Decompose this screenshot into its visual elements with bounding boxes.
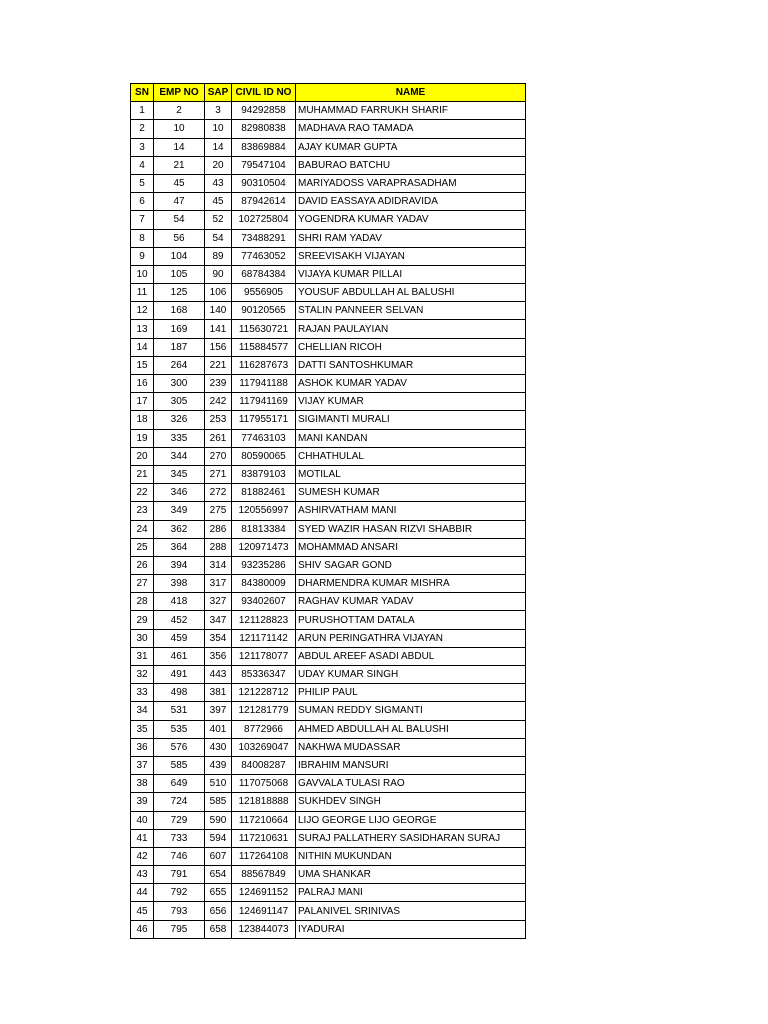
table-row: [131, 284, 526, 302]
table-row: [131, 320, 526, 338]
civil-id-cell: 93402607: [232, 593, 296, 611]
civil-id-cell: 83869884: [232, 138, 296, 156]
sap-cell: 14: [205, 138, 232, 156]
emp-no-cell: 491: [154, 666, 205, 684]
sap-cell: 54: [205, 229, 232, 247]
sap-cell: 356: [205, 647, 232, 665]
name-cell: LIJO GEORGE LIJO GEORGE: [296, 811, 526, 829]
column-header-civil-id-no: CIVIL ID NO: [232, 84, 296, 102]
table-row: [131, 666, 526, 684]
table-row: [131, 138, 526, 156]
sap-cell: 510: [205, 775, 232, 793]
emp-no-cell: 461: [154, 647, 205, 665]
emp-no-cell: 54: [154, 211, 205, 229]
table-row: [131, 611, 526, 629]
table-row: [131, 866, 526, 884]
sn-cell: 40: [131, 811, 154, 829]
emp-no-cell: 793: [154, 902, 205, 920]
civil-id-cell: 90120565: [232, 302, 296, 320]
table-row: [131, 502, 526, 520]
emp-no-cell: 345: [154, 465, 205, 483]
sn-cell: 36: [131, 738, 154, 756]
name-cell: SUMESH KUMAR: [296, 484, 526, 502]
civil-id-cell: 121281779: [232, 702, 296, 720]
name-cell: STALIN PANNEER SELVAN: [296, 302, 526, 320]
civil-id-cell: 87942614: [232, 193, 296, 211]
name-cell: SIGIMANTI MURALI: [296, 411, 526, 429]
emp-no-cell: 125: [154, 284, 205, 302]
sn-cell: 3: [131, 138, 154, 156]
emp-no-cell: 498: [154, 684, 205, 702]
name-cell: PALRAJ MANI: [296, 884, 526, 902]
name-cell: PHILIP PAUL: [296, 684, 526, 702]
table-row: [131, 174, 526, 192]
sap-cell: 106: [205, 284, 232, 302]
header-row: [131, 84, 526, 102]
table-row: [131, 411, 526, 429]
civil-id-cell: 120556997: [232, 502, 296, 520]
sn-cell: 2: [131, 120, 154, 138]
emp-no-cell: 535: [154, 720, 205, 738]
civil-id-cell: 84380009: [232, 575, 296, 593]
table-row: [131, 629, 526, 647]
sn-cell: 37: [131, 756, 154, 774]
emp-no-cell: 649: [154, 775, 205, 793]
table-row: [131, 229, 526, 247]
sap-cell: 270: [205, 447, 232, 465]
sn-cell: 7: [131, 211, 154, 229]
table-row: [131, 738, 526, 756]
sn-cell: 46: [131, 920, 154, 938]
sap-cell: 89: [205, 247, 232, 265]
sn-cell: 34: [131, 702, 154, 720]
civil-id-cell: 121228712: [232, 684, 296, 702]
civil-id-cell: 124691147: [232, 902, 296, 920]
table-row: [131, 829, 526, 847]
sap-cell: 288: [205, 538, 232, 556]
name-cell: RAGHAV KUMAR YADAV: [296, 593, 526, 611]
name-cell: ABDUL AREEF ASADI ABDUL: [296, 647, 526, 665]
name-cell: CHHATHULAL: [296, 447, 526, 465]
sn-cell: 18: [131, 411, 154, 429]
sap-cell: 655: [205, 884, 232, 902]
sn-cell: 41: [131, 829, 154, 847]
sap-cell: 272: [205, 484, 232, 502]
name-cell: MADHAVA RAO TAMADA: [296, 120, 526, 138]
table-row: [131, 884, 526, 902]
name-cell: AJAY KUMAR GUPTA: [296, 138, 526, 156]
sn-cell: 13: [131, 320, 154, 338]
table-row: [131, 156, 526, 174]
name-cell: SHIV SAGAR GOND: [296, 556, 526, 574]
name-cell: NITHIN MUKUNDAN: [296, 847, 526, 865]
table-row: [131, 647, 526, 665]
sap-cell: 20: [205, 156, 232, 174]
emp-no-cell: 364: [154, 538, 205, 556]
name-cell: IYADURAI: [296, 920, 526, 938]
civil-id-cell: 121171142: [232, 629, 296, 647]
emp-no-cell: 398: [154, 575, 205, 593]
table-row: [131, 720, 526, 738]
name-cell: MARIYADOSS VARAPRASADHAM: [296, 174, 526, 192]
emp-no-cell: 531: [154, 702, 205, 720]
civil-id-cell: 120971473: [232, 538, 296, 556]
table-row: [131, 520, 526, 538]
name-cell: DHARMENDRA KUMAR MISHRA: [296, 575, 526, 593]
civil-id-cell: 124691152: [232, 884, 296, 902]
sn-cell: 15: [131, 356, 154, 374]
name-cell: NAKHWA MUDASSAR: [296, 738, 526, 756]
sap-cell: 607: [205, 847, 232, 865]
civil-id-cell: 115884577: [232, 338, 296, 356]
sap-cell: 317: [205, 575, 232, 593]
sn-cell: 19: [131, 429, 154, 447]
name-cell: MOTILAL: [296, 465, 526, 483]
column-header-sap: SAP: [205, 84, 232, 102]
emp-no-cell: 264: [154, 356, 205, 374]
emp-no-cell: 14: [154, 138, 205, 156]
name-cell: MANI KANDAN: [296, 429, 526, 447]
civil-id-cell: 121178077: [232, 647, 296, 665]
sn-cell: 30: [131, 629, 154, 647]
sap-cell: 156: [205, 338, 232, 356]
name-cell: SUKHDEV SINGH: [296, 793, 526, 811]
civil-id-cell: 117075068: [232, 775, 296, 793]
sap-cell: 10: [205, 120, 232, 138]
emp-no-cell: 45: [154, 174, 205, 192]
sap-cell: 140: [205, 302, 232, 320]
emp-no-cell: 585: [154, 756, 205, 774]
name-cell: CHELLIAN RICOH: [296, 338, 526, 356]
sap-cell: 439: [205, 756, 232, 774]
table-row: [131, 756, 526, 774]
name-cell: SREEVISAKH VIJAYAN: [296, 247, 526, 265]
sap-cell: 347: [205, 611, 232, 629]
sap-cell: 314: [205, 556, 232, 574]
emp-no-cell: 56: [154, 229, 205, 247]
emp-no-cell: 746: [154, 847, 205, 865]
sn-cell: 39: [131, 793, 154, 811]
sap-cell: 397: [205, 702, 232, 720]
emp-no-cell: 300: [154, 375, 205, 393]
emp-no-cell: 346: [154, 484, 205, 502]
sap-cell: 654: [205, 866, 232, 884]
sap-cell: 43: [205, 174, 232, 192]
sn-cell: 14: [131, 338, 154, 356]
table-row: [131, 211, 526, 229]
sn-cell: 22: [131, 484, 154, 502]
sn-cell: 16: [131, 375, 154, 393]
sn-cell: 29: [131, 611, 154, 629]
name-cell: BABURAO BATCHU: [296, 156, 526, 174]
sap-cell: 656: [205, 902, 232, 920]
sap-cell: 221: [205, 356, 232, 374]
civil-id-cell: 90310504: [232, 174, 296, 192]
civil-id-cell: 68784384: [232, 265, 296, 283]
civil-id-cell: 88567849: [232, 866, 296, 884]
sap-cell: 327: [205, 593, 232, 611]
table-row: [131, 465, 526, 483]
sap-cell: 90: [205, 265, 232, 283]
emp-no-cell: 791: [154, 866, 205, 884]
sn-cell: 33: [131, 684, 154, 702]
name-cell: SYED WAZIR HASAN RIZVI SHABBIR: [296, 520, 526, 538]
emp-no-cell: 724: [154, 793, 205, 811]
sap-cell: 585: [205, 793, 232, 811]
civil-id-cell: 102725804: [232, 211, 296, 229]
table-row: [131, 538, 526, 556]
name-cell: MOHAMMAD ANSARI: [296, 538, 526, 556]
sap-cell: 354: [205, 629, 232, 647]
name-cell: DAVID EASSAYA ADIDRAVIDA: [296, 193, 526, 211]
table-row: [131, 793, 526, 811]
sn-cell: 31: [131, 647, 154, 665]
emp-no-cell: 105: [154, 265, 205, 283]
sap-cell: 590: [205, 811, 232, 829]
emp-no-cell: 792: [154, 884, 205, 902]
name-cell: AHMED ABDULLAH AL BALUSHI: [296, 720, 526, 738]
name-cell: GAVVALA TULASI RAO: [296, 775, 526, 793]
table-row: [131, 902, 526, 920]
table-row: [131, 447, 526, 465]
name-cell: VIJAY KUMAR: [296, 393, 526, 411]
sap-cell: 52: [205, 211, 232, 229]
civil-id-cell: 80590065: [232, 447, 296, 465]
civil-id-cell: 103269047: [232, 738, 296, 756]
emp-no-cell: 10: [154, 120, 205, 138]
table-row: [131, 811, 526, 829]
sap-cell: 401: [205, 720, 232, 738]
civil-id-cell: 82980838: [232, 120, 296, 138]
civil-id-cell: 77463052: [232, 247, 296, 265]
emp-no-cell: 326: [154, 411, 205, 429]
sap-cell: 430: [205, 738, 232, 756]
sap-cell: 286: [205, 520, 232, 538]
sn-cell: 26: [131, 556, 154, 574]
table-body: [131, 102, 526, 939]
civil-id-cell: 94292858: [232, 102, 296, 120]
emp-no-cell: 104: [154, 247, 205, 265]
name-cell: YOGENDRA KUMAR YADAV: [296, 211, 526, 229]
emp-no-cell: 733: [154, 829, 205, 847]
column-header-sn: SN: [131, 84, 154, 102]
name-cell: MUHAMMAD FARRUKH SHARIF: [296, 102, 526, 120]
sn-cell: 25: [131, 538, 154, 556]
sap-cell: 271: [205, 465, 232, 483]
sap-cell: 594: [205, 829, 232, 847]
column-header-emp-no: EMP NO: [154, 84, 205, 102]
sap-cell: 275: [205, 502, 232, 520]
sn-cell: 10: [131, 265, 154, 283]
name-cell: ARUN PERINGATHRA VIJAYAN: [296, 629, 526, 647]
civil-id-cell: 116287673: [232, 356, 296, 374]
sn-cell: 4: [131, 156, 154, 174]
emp-no-cell: 344: [154, 447, 205, 465]
civil-id-cell: 115630721: [232, 320, 296, 338]
name-cell: SUMAN REDDY SIGMANTI: [296, 702, 526, 720]
sap-cell: 253: [205, 411, 232, 429]
sap-cell: 381: [205, 684, 232, 702]
emp-no-cell: 335: [154, 429, 205, 447]
name-cell: PALANIVEL SRINIVAS: [296, 902, 526, 920]
civil-id-cell: 117264108: [232, 847, 296, 865]
sap-cell: 45: [205, 193, 232, 211]
civil-id-cell: 83879103: [232, 465, 296, 483]
civil-id-cell: 84008287: [232, 756, 296, 774]
name-cell: SHRI RAM YADAV: [296, 229, 526, 247]
table-row: [131, 356, 526, 374]
table-row: [131, 302, 526, 320]
sn-cell: 6: [131, 193, 154, 211]
emp-no-cell: 729: [154, 811, 205, 829]
table-row: [131, 393, 526, 411]
sn-cell: 5: [131, 174, 154, 192]
table-row: [131, 484, 526, 502]
name-cell: UMA SHANKAR: [296, 866, 526, 884]
table-row: [131, 247, 526, 265]
emp-no-cell: 169: [154, 320, 205, 338]
emp-no-cell: 576: [154, 738, 205, 756]
table-row: [131, 575, 526, 593]
civil-id-cell: 117210631: [232, 829, 296, 847]
sn-cell: 11: [131, 284, 154, 302]
civil-id-cell: 77463103: [232, 429, 296, 447]
sn-cell: 12: [131, 302, 154, 320]
civil-id-cell: 121128823: [232, 611, 296, 629]
sn-cell: 42: [131, 847, 154, 865]
sn-cell: 17: [131, 393, 154, 411]
sn-cell: 9: [131, 247, 154, 265]
sn-cell: 1: [131, 102, 154, 120]
emp-no-cell: 168: [154, 302, 205, 320]
table-row: [131, 429, 526, 447]
name-cell: ASHOK KUMAR YADAV: [296, 375, 526, 393]
table-row: [131, 265, 526, 283]
civil-id-cell: 93235286: [232, 556, 296, 574]
emp-no-cell: 452: [154, 611, 205, 629]
emp-no-cell: 394: [154, 556, 205, 574]
sn-cell: 20: [131, 447, 154, 465]
sn-cell: 8: [131, 229, 154, 247]
civil-id-cell: 117210664: [232, 811, 296, 829]
emp-no-cell: 305: [154, 393, 205, 411]
sn-cell: 44: [131, 884, 154, 902]
sn-cell: 28: [131, 593, 154, 611]
name-cell: DATTI SANTOSHKUMAR: [296, 356, 526, 374]
emp-no-cell: 187: [154, 338, 205, 356]
name-cell: VIJAYA KUMAR PILLAI: [296, 265, 526, 283]
name-cell: UDAY KUMAR SINGH: [296, 666, 526, 684]
emp-no-cell: 349: [154, 502, 205, 520]
civil-id-cell: 117941169: [232, 393, 296, 411]
emp-no-cell: 362: [154, 520, 205, 538]
civil-id-cell: 81882461: [232, 484, 296, 502]
table-row: [131, 193, 526, 211]
emp-no-cell: 418: [154, 593, 205, 611]
name-cell: PURUSHOTTAM DATALA: [296, 611, 526, 629]
table-row: [131, 102, 526, 120]
table-row: [131, 556, 526, 574]
sap-cell: 443: [205, 666, 232, 684]
name-cell: RAJAN PAULAYIAN: [296, 320, 526, 338]
sn-cell: 23: [131, 502, 154, 520]
name-cell: YOUSUF ABDULLAH AL BALUSHI: [296, 284, 526, 302]
sap-cell: 3: [205, 102, 232, 120]
emp-no-cell: 795: [154, 920, 205, 938]
employee-table: [130, 83, 526, 939]
civil-id-cell: 117941188: [232, 375, 296, 393]
sn-cell: 32: [131, 666, 154, 684]
civil-id-cell: 81813384: [232, 520, 296, 538]
civil-id-cell: 9556905: [232, 284, 296, 302]
table-row: [131, 120, 526, 138]
civil-id-cell: 85336347: [232, 666, 296, 684]
name-cell: SURAJ PALLATHERY SASIDHARAN SURAJ: [296, 829, 526, 847]
table-row: [131, 920, 526, 938]
sn-cell: 24: [131, 520, 154, 538]
emp-no-cell: 459: [154, 629, 205, 647]
civil-id-cell: 8772966: [232, 720, 296, 738]
sap-cell: 261: [205, 429, 232, 447]
civil-id-cell: 123844073: [232, 920, 296, 938]
name-cell: IBRAHIM MANSURI: [296, 756, 526, 774]
table-row: [131, 684, 526, 702]
table-row: [131, 593, 526, 611]
sn-cell: 27: [131, 575, 154, 593]
sn-cell: 45: [131, 902, 154, 920]
name-cell: ASHIRVATHAM MANI: [296, 502, 526, 520]
civil-id-cell: 121818888: [232, 793, 296, 811]
table-row: [131, 702, 526, 720]
sap-cell: 242: [205, 393, 232, 411]
sap-cell: 658: [205, 920, 232, 938]
sn-cell: 35: [131, 720, 154, 738]
table-header: [131, 84, 526, 102]
column-header-name: NAME: [296, 84, 526, 102]
emp-no-cell: 21: [154, 156, 205, 174]
civil-id-cell: 117955171: [232, 411, 296, 429]
emp-no-cell: 47: [154, 193, 205, 211]
civil-id-cell: 79547104: [232, 156, 296, 174]
sn-cell: 38: [131, 775, 154, 793]
sap-cell: 239: [205, 375, 232, 393]
table-row: [131, 375, 526, 393]
sn-cell: 21: [131, 465, 154, 483]
table-row: [131, 847, 526, 865]
table-row: [131, 775, 526, 793]
table-row: [131, 338, 526, 356]
civil-id-cell: 73488291: [232, 229, 296, 247]
sn-cell: 43: [131, 866, 154, 884]
emp-no-cell: 2: [154, 102, 205, 120]
sap-cell: 141: [205, 320, 232, 338]
